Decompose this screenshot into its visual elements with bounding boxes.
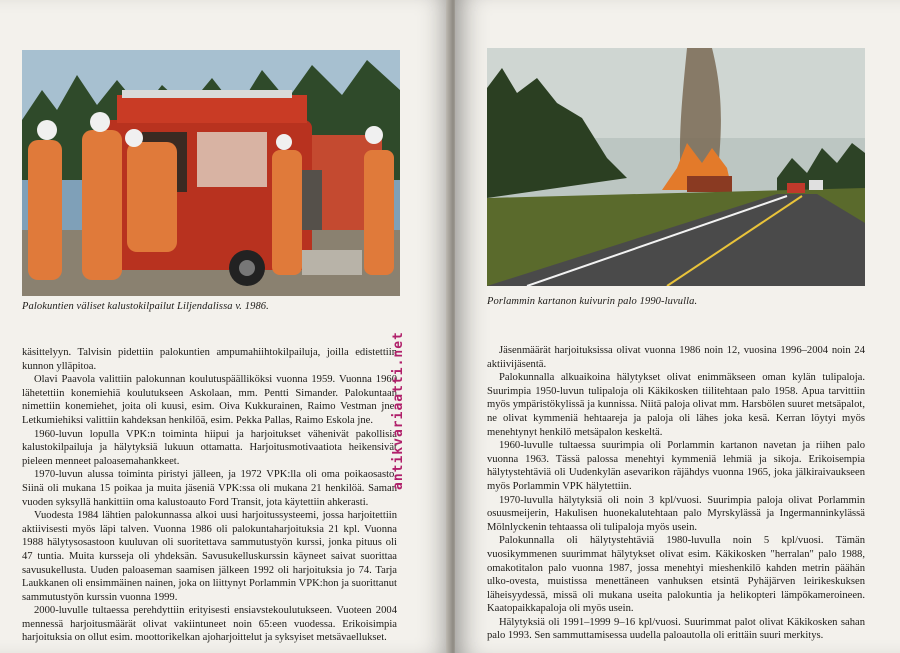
manor-fire-photo	[487, 48, 865, 286]
body-text	[487, 344, 865, 643]
paragraph: 1970-luvulla hälytyksiä oli noin 3 kpl/vuosi. Suurimpia paloja olivat Porlammin osuusmeijerin, Hakulisen huonekalutehtaan palo Myrskylässä ja Ingermanninkylässä Mölnlyckenin tehtaassa oli tulipaloja myös usein.	[487, 494, 865, 533]
watermark: antikvariaatti.net	[391, 331, 406, 490]
paragraph: Palokunnalla alkuaikoina hälytykset olivat enimmäkseen oman kylän tulipaloja. Suurimpia 1950-luvun tulipaloja oli Käkikosken tiilitehtaan palo 1958. Apua tarvittiin myös ympäristökylissä ja kunnissa. Niitä paloja olivat mm. Harsbölen suuret metsäpalot, ne olivat kymmeniä hehtaareja ja paloja oli lähes joka kesä. Kerran löytyi myös menehtynyt henkilö metsäpalon keskeltä.	[487, 372, 865, 438]
paragraph: Vuodesta 1984 lähtien palokunnassa alkoi uusi harjoitussysteemi, jossa harjoitettiin aktiivisesti myös läpi talven. Vuonna 1986 oli palokuntaharjoituksia 21 kpl. Vuonna 1988 hälytysosastoon kuuluvan oli suoritettava sammutustyön kurssi, jonka pituus oli 47 tuntia. Muita kursseja oli yhdeksän. Savusukelluskurssin käyneet saivat suorittaa savusukellusta. Uuden paloaseman saamisen jälkeen 1992 oli harjoituksia jo 74. Tarja Laukkanen oli ensimmäinen nainen, joka on liittynyt Porlammin VPK:hon ja suorittanut sammutustyön kurssin vuonna 1999.	[22, 510, 397, 603]
body-text	[22, 346, 397, 645]
firefighters-photo	[22, 50, 400, 296]
photo-caption: Porlammin kartanon kuivurin palo 1990-luvulla.	[487, 296, 698, 307]
paragraph: käsittelyyn. Talvisin pidettiin palokuntien ampumahiihtokilpailuja, joilla edistettiin kunnon ylläpitoa.	[22, 347, 397, 372]
paragraph: Jäsenmäärät harjoituksissa olivat vuonna 1986 noin 12, vuosina 1996–2004 noin 24 aktiivijäsentä.	[487, 345, 865, 370]
paragraph: 1970-luvun alussa toiminta piristyi jälleen, ja 1972 VPK:lla oli oma poikaosasto. Siinä oli mukana 15 poikaa ja muita jäseniä VPK:ssa oli mukana 21 henkilöä. Saman vuoden syksyllä hankittiin oma kalustoauto Ford Transit, jota käytettiin ahkerasti.	[22, 469, 397, 508]
paragraph: 2000-luvulle tultaessa perehdyttiin erityisesti ensiavstekoulutukseen. Vuoteen 2004 mennessä harjoitusmäärät olivat vakiintuneet noin 65:een vuodessa. Erikoisimpia harjoituksia on ollut esim. moottorikelkan ajoharjoittelut ja syksyiset metsävaellukset.	[22, 605, 397, 644]
right-page	[455, 0, 900, 653]
paragraph: 1960-luvun lopulla VPK:n toiminta hiipui ja harjoitukset vähenivät pakollisia kalustokilpailuja ja hälytyksiä lukuun ottamatta. Harjoitusmotivaatiota heikensivät pieleen menneet paloasemahankkeet.	[22, 428, 397, 467]
paragraph: Hälytyksiä oli 1991–1999 9–16 kpl/vuosi. Suurimmat palot olivat Käkikosken sahan palo 1993. Sen sammuttamisessa uudella paloautolla oli erittäin suuri merkitys.	[487, 616, 865, 642]
photo-caption: Palokuntien väliset kalustokilpailut Liljendalissa v. 1986.	[22, 301, 269, 312]
paragraph: 1960-luvulle tultaessa suurimpia oli Porlammin kartanon navetan ja riihen palo vuonna 1963. Tässä palossa menehtyi kymmeniä lehmiä ja sikoja. Erikoisempia hälytystehtäviä oli Uudenkylän asevarikon räjähdys vuonna 1965, joka jälkiraivaukseen myös Porlammin VPK hälytettiin.	[487, 440, 865, 492]
paragraph: Olavi Paavola valittiin palokunnan koulutuspäälliköksi vuonna 1959. Vuonna 1960 lähetettiin konemiehiä koulutukseen Askolaan, mm. Pentti Simander. Palokuntaan nimettiin konemiehet, joita oli kuusi, esim. Oiva Kukkurainen, Raimo Vestman jne. Letkumiehiksi valittiin kahdeksan henkilöä, esim. Pekka Pallas, Raimo Eskola jne.	[22, 374, 397, 426]
paragraph: Palokunnalla oli hälytystehtäviä 1980-luvulla noin 5 kpl/vuosi. Tämän vuosikymmenen suurimmat hälytykset olivat esim. Käkikosken "herralan" palo 1988, omakotitalon palo vuonna 1987, jossa menehtyi mieshenkilö kahden metrin päähän ulko-ovesta, muistissa menettäneen vanhuksen etsintä Pyhäjärven leirikeskuksen läheisyydessä, missä oli mukana useita palokuntia ja helikopteri lämpökameroineen. Kaatopaikkapaloja oli myös usein.	[487, 535, 865, 615]
